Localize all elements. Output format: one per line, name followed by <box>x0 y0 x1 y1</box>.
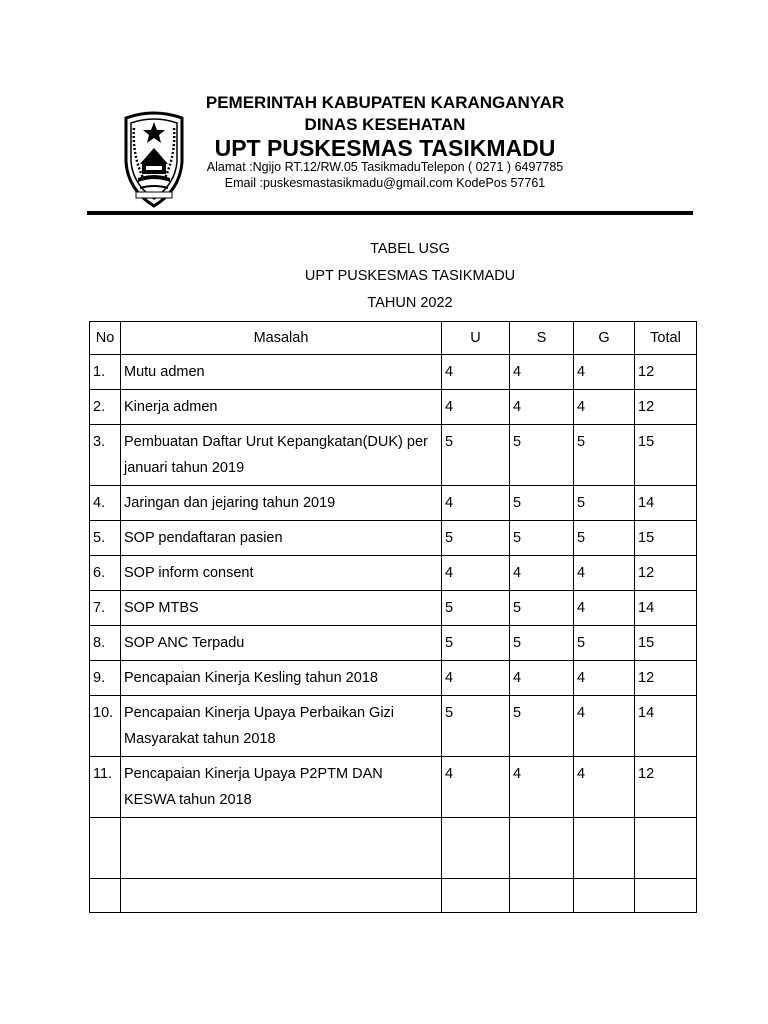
letterhead-divider <box>87 211 693 215</box>
cell-s: 4 <box>510 556 574 591</box>
cell-u: 5 <box>442 425 510 486</box>
cell-masalah: SOP inform consent <box>121 556 442 591</box>
cell-u: 4 <box>442 661 510 696</box>
table-row <box>90 626 697 661</box>
cell-no: 5. <box>90 521 121 556</box>
cell-total: 12 <box>635 390 697 425</box>
cell-masalah: Pembuatan Daftar Urut Kepangkatan(DUK) per januari tahun 2019 <box>121 425 442 486</box>
cell-s: 5 <box>510 696 574 757</box>
cell-g: 4 <box>574 757 635 818</box>
cell-total: 15 <box>635 425 697 486</box>
cell-total: 12 <box>635 556 697 591</box>
cell-g: 5 <box>574 425 635 486</box>
cell-g: 4 <box>574 556 635 591</box>
table-row <box>90 696 697 757</box>
cell-s: 5 <box>510 591 574 626</box>
cell-no: 4. <box>90 486 121 521</box>
table-row <box>90 521 697 556</box>
cell-total: 15 <box>635 521 697 556</box>
cell-g: 5 <box>574 626 635 661</box>
cell-u: 5 <box>442 626 510 661</box>
cell-masalah: Pencapaian Kinerja Upaya P2PTM DAN KESWA tahun 2018 <box>121 757 442 818</box>
cell-u: 4 <box>442 355 510 390</box>
cell-no: 10. <box>90 696 121 757</box>
table-row <box>90 390 697 425</box>
column-header-total: Total <box>635 322 697 355</box>
cell-total: 14 <box>635 696 697 757</box>
cell-g: 5 <box>574 486 635 521</box>
cell-s: 4 <box>510 757 574 818</box>
column-header-s: S <box>510 322 574 355</box>
column-header-no: No <box>90 322 121 355</box>
cell-total: 12 <box>635 661 697 696</box>
empty-table-row <box>90 879 697 913</box>
regency-emblem-logo <box>122 110 186 208</box>
cell-no: 7. <box>90 591 121 626</box>
cell-no: 6. <box>90 556 121 591</box>
cell-masalah: SOP MTBS <box>121 591 442 626</box>
email-line: Email :puskesmastasikmadu@gmail.com KodePos 57761 <box>224 176 546 190</box>
table-title: TABEL USG <box>370 241 450 257</box>
table-row <box>90 556 697 591</box>
usg-table <box>89 321 697 913</box>
cell-no: 8. <box>90 626 121 661</box>
cell-s: 5 <box>510 486 574 521</box>
cell-masalah: SOP ANC Terpadu <box>121 626 442 661</box>
cell-masalah: Mutu admen <box>121 355 442 390</box>
cell-masalah: Pencapaian Kinerja Upaya Perbaikan Gizi Masyarakat tahun 2018 <box>121 696 442 757</box>
cell-total: 15 <box>635 626 697 661</box>
cell-s: 4 <box>510 390 574 425</box>
cell-s: 5 <box>510 521 574 556</box>
cell-total: 12 <box>635 757 697 818</box>
table-row <box>90 486 697 521</box>
cell-g: 4 <box>574 591 635 626</box>
table-year: TAHUN 2022 <box>367 295 453 311</box>
institution-name: UPT PUSKESMAS TASIKMADU <box>214 135 556 161</box>
cell-s: 4 <box>510 661 574 696</box>
cell-u: 4 <box>442 390 510 425</box>
table-subtitle: UPT PUSKESMAS TASIKMADU <box>304 268 516 284</box>
cell-g: 5 <box>574 521 635 556</box>
cell-u: 5 <box>442 521 510 556</box>
cell-s: 5 <box>510 626 574 661</box>
address-line: Alamat :Ngijo RT.12/RW.05 TasikmaduTelepon ( 0271 ) 6497785 <box>206 160 564 174</box>
department-name: DINAS KESEHATAN <box>304 115 466 134</box>
column-header-g: G <box>574 322 635 355</box>
table-row <box>90 355 697 390</box>
cell-u: 4 <box>442 556 510 591</box>
table-row <box>90 425 697 486</box>
cell-g: 4 <box>574 355 635 390</box>
cell-no: 9. <box>90 661 121 696</box>
empty-table-row <box>90 818 697 879</box>
cell-u: 4 <box>442 486 510 521</box>
table-header-row <box>90 322 697 355</box>
cell-no: 3. <box>90 425 121 486</box>
cell-masalah: Pencapaian Kinerja Kesling tahun 2018 <box>121 661 442 696</box>
cell-u: 5 <box>442 696 510 757</box>
column-header-u: U <box>442 322 510 355</box>
cell-g: 4 <box>574 696 635 757</box>
table-row <box>90 661 697 696</box>
cell-s: 4 <box>510 355 574 390</box>
cell-s: 5 <box>510 425 574 486</box>
cell-u: 5 <box>442 591 510 626</box>
cell-total: 14 <box>635 486 697 521</box>
table-row <box>90 757 697 818</box>
cell-u: 4 <box>442 757 510 818</box>
cell-masalah: SOP pendaftaran pasien <box>121 521 442 556</box>
cell-no: 1. <box>90 355 121 390</box>
cell-g: 4 <box>574 390 635 425</box>
cell-masalah: Kinerja admen <box>121 390 442 425</box>
cell-no: 2. <box>90 390 121 425</box>
cell-g: 4 <box>574 661 635 696</box>
cell-total: 14 <box>635 591 697 626</box>
column-header-masalah: Masalah <box>121 322 442 355</box>
cell-total: 12 <box>635 355 697 390</box>
cell-no: 11. <box>90 757 121 818</box>
cell-masalah: Jaringan dan jejaring tahun 2019 <box>121 486 442 521</box>
table-row <box>90 591 697 626</box>
table-body <box>90 355 697 913</box>
government-name: PEMERINTAH KABUPATEN KARANGANYAR <box>205 93 565 112</box>
